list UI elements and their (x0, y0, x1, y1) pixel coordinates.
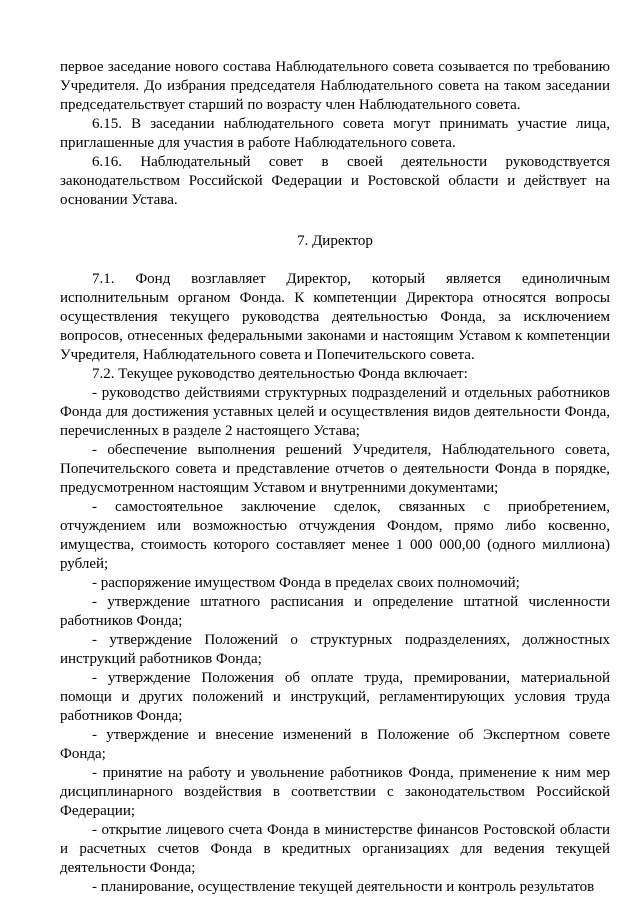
list-item: - утверждение Положения об оплате труда, премировании, материальной помощи и других положений и инструкций, регламентирующих условия труда работников Фонда; (60, 670, 610, 724)
list-item: - утверждение и внесение изменений в Положение об Экспертном совете Фонда; (60, 727, 610, 762)
list-item: - принятие на работу и увольнение работников Фонда, применение к ним мер дисциплинарного воздействия в соответствии с законодательством Российской Федерации; (60, 765, 610, 819)
list-item: - утверждение штатного расписания и определение штатной численности работников Фонда; (60, 594, 610, 629)
paragraph: 6.15. В заседании наблюдательного совета могут принимать участие лица, приглашенные для участия в работе Наблюдательного совета. (60, 116, 610, 151)
list-item: - утверждение Положений о структурных подразделениях, должностных инструкций работников Фонда; (60, 632, 610, 667)
paragraph: 7.2. Текущее руководство деятельностью Фонда включает: (92, 366, 468, 382)
section-title: 7. Директор (297, 233, 373, 249)
paragraph: 6.16. Наблюдательный совет в своей деятельности руководствуется законодательством Российской Федерации и Ростовской области и действует на основании Устава. (60, 154, 610, 208)
document-page (60, 58, 610, 897)
paragraph: 7.1. Фонд возглавляет Директор, который является единоличным исполнительным органом Фонда. К компетенции Директора относятся вопросы осуществления текущего руководства деятельностью Фонда, за исключением вопросов, отнесенных федеральными законами и настоящим Уставом к компетенции Учредителя, Наблюдательного совета и Попечительского совета. (60, 271, 610, 363)
list-item: - самостоятельное заключение сделок, связанных с приобретением, отчуждением или возможностью отчуждения Фондом, прямо либо косвенно, имущества, стоимость которого составляет менее 1 000 000,00 (одного миллиона) рублей; (60, 499, 610, 572)
list-item: - руководство действиями структурных подразделений и отдельных работников Фонда для достижения уставных целей и осуществления видов деятельности Фонда, перечисленных в разделе 2 настоящего Устава; (60, 385, 610, 439)
list-item: - обеспечение выполнения решений Учредителя, Наблюдательного совета, Попечительского совета и представление отчетов о деятельности Фонда в порядке, предусмотренном настоящим Уставом и внутренними документами; (60, 442, 610, 496)
list-item: - распоряжение имуществом Фонда в пределах своих полномочий; (92, 575, 520, 591)
list-item: - открытие лицевого счета Фонда в министерстве финансов Ростовской области и расчетных счетов Фонда в кредитных организациях для ведения текущей деятельности Фонда; (60, 822, 610, 876)
paragraph: первое заседание нового состава Наблюдательного совета созывается по требованию Учредителя. До избрания председателя Наблюдательного совета на таком заседании председательствует старший по возрасту член Наблюдательного совета. (60, 59, 610, 113)
list-item: - планирование, осуществление текущей деятельности и контроль результатов (92, 879, 595, 895)
